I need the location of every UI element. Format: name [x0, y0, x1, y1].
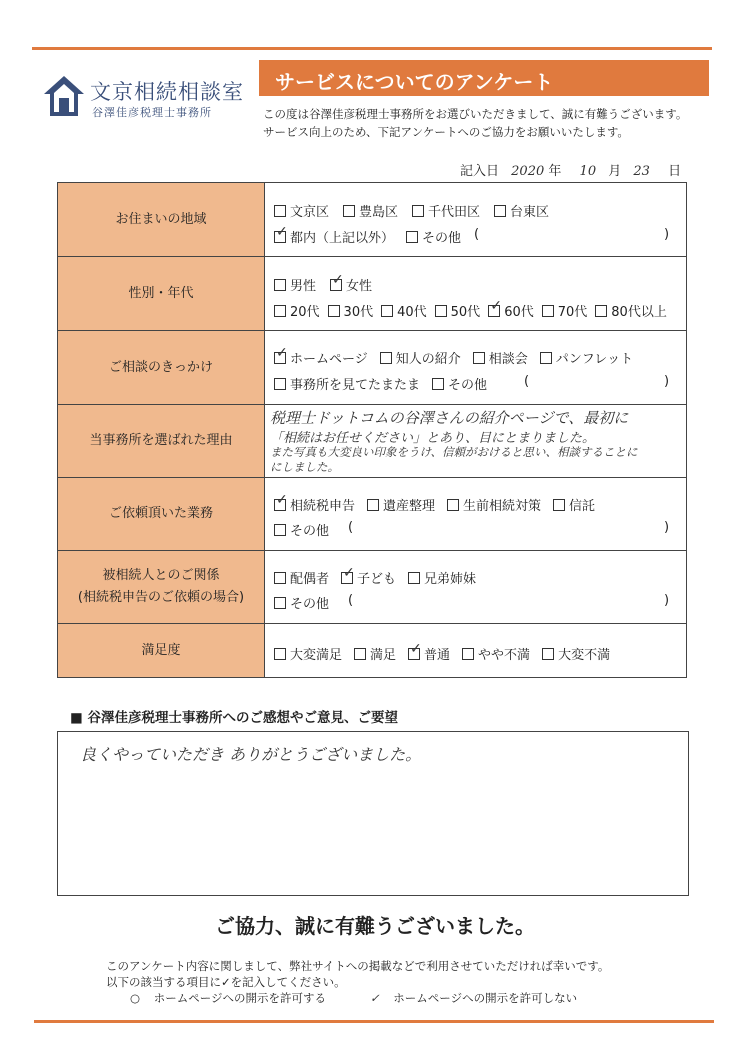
trigger-paren-open: ( [524, 374, 530, 389]
checkbox-label: 知人の紹介 [395, 352, 461, 367]
relation-options-1 [274, 568, 488, 587]
checkbox-option[interactable] [432, 378, 487, 393]
checkbox-icon[interactable] [435, 305, 447, 317]
checkbox-option[interactable] [488, 305, 534, 320]
top-divider [32, 47, 712, 50]
thanks-message: ご協力、誠に有難うございました。 [215, 914, 535, 938]
checkbox-option[interactable] [274, 499, 355, 514]
consent-allow-mark: ○ [130, 991, 141, 1005]
checkbox-label: 男性 [290, 279, 317, 294]
trigger-label: ご相談のきっかけ [58, 331, 265, 404]
row-satisfaction [58, 623, 686, 677]
checkbox-option[interactable] [274, 597, 329, 612]
checkbox-option[interactable] [274, 352, 368, 367]
checkbox-icon[interactable] [542, 305, 554, 317]
date-day-unit: 日 [668, 164, 682, 179]
trigger-options-2 [274, 374, 499, 393]
checkbox-option[interactable] [408, 648, 450, 663]
date-year: 2020 [511, 164, 545, 179]
checkbox-icon[interactable] [274, 205, 286, 217]
checkbox-icon[interactable] [274, 572, 286, 584]
checkbox-option[interactable] [274, 524, 329, 539]
checkbox-icon[interactable] [473, 352, 485, 364]
satisfaction-options [274, 644, 622, 663]
checkbox-label: 30代 [343, 305, 374, 320]
checkbox-icon[interactable] [328, 305, 340, 317]
row-area [58, 183, 686, 256]
reason-line-3: また写真も大変良い印象をうけ、信頼がおけると思い、相談することに [270, 445, 638, 459]
checkbox-option[interactable] [274, 648, 342, 663]
checkbox-option[interactable] [540, 352, 633, 367]
checkbox-icon[interactable] [408, 572, 420, 584]
checkbox-option[interactable] [274, 305, 320, 320]
checkbox-option[interactable] [341, 572, 396, 587]
reason-label: 当事務所を選ばれた理由 [58, 405, 265, 477]
checkbox-icon[interactable] [553, 499, 565, 511]
checkbox-label: 豊島区 [359, 205, 399, 220]
checkbox-label: その他 [422, 231, 462, 246]
checkbox-icon[interactable] [412, 205, 424, 217]
relation-label-line-1: 被相続人とのご関係 [102, 568, 220, 583]
checkbox-label: 普通 [424, 648, 451, 663]
checkbox-option[interactable] [274, 572, 329, 587]
checkbox-label: その他 [448, 378, 488, 393]
checkbox-icon[interactable] [343, 205, 355, 217]
brand-name: 文京相続相談室 [90, 80, 244, 104]
checkbox-option[interactable] [595, 305, 667, 320]
service-paren-close: ) [664, 520, 670, 535]
checkbox-label: 大変満足 [290, 648, 343, 663]
intro-text [263, 105, 687, 141]
consent-deny-mark: ✓ [370, 991, 380, 1005]
checkbox-label: 満足 [370, 648, 397, 663]
checkbox-checked-icon[interactable] [408, 648, 420, 660]
date-month: 10 [579, 164, 597, 179]
checkbox-label: やや不満 [478, 648, 531, 663]
house-logo-icon [42, 74, 86, 118]
footer-line-1: このアンケート内容に関しまして、弊社サイトへの掲載などで利用させていただければ幸いです。 [106, 959, 610, 973]
relation-label [58, 551, 265, 623]
checkbox-icon[interactable] [274, 524, 286, 536]
comments-heading: ■ 谷澤佳彦税理士事務所へのご感想やご意見、ご要望 [70, 710, 398, 726]
checkbox-label: 遺産整理 [383, 499, 436, 514]
checkbox-label: 大変不満 [558, 648, 611, 663]
checkbox-icon[interactable] [595, 305, 607, 317]
checkbox-label: 千代田区 [428, 205, 481, 220]
service-label: ご依頼頂いた業務 [58, 478, 265, 550]
checkbox-option[interactable] [542, 305, 588, 320]
checkbox-label: その他 [290, 597, 330, 612]
comments-text: 良くやっていただき ありがとうございました。 [80, 745, 422, 764]
checkbox-checked-icon[interactable] [330, 279, 342, 291]
footer-text [106, 958, 609, 990]
footer-line-2: 以下の該当する項目に✓を記入してください。 [106, 975, 346, 989]
checkbox-icon[interactable] [274, 597, 286, 609]
trigger-paren-close: ) [664, 374, 670, 389]
row-trigger [58, 330, 686, 404]
reason-line-4: にしました。 [270, 460, 339, 474]
row-gender-age [58, 256, 686, 330]
checkbox-option[interactable] [274, 378, 420, 393]
age-options [274, 301, 675, 320]
checkbox-icon[interactable] [462, 648, 474, 660]
checkbox-option[interactable] [367, 499, 435, 514]
checkbox-label: 50代 [450, 305, 481, 320]
area-options-2 [274, 227, 473, 246]
date-year-unit: 年 [548, 164, 562, 179]
intro-line-2: サービス向上のため、下記アンケートへのご協力をお願いいたします。 [263, 125, 629, 139]
checkbox-label: 相談会 [488, 352, 528, 367]
trigger-options-1 [274, 348, 645, 367]
checkbox-icon[interactable] [542, 648, 554, 660]
checkbox-icon[interactable] [432, 378, 444, 390]
checkbox-option[interactable] [406, 231, 461, 246]
checkbox-option[interactable] [447, 499, 541, 514]
service-options-2 [274, 520, 343, 539]
checkbox-option[interactable] [343, 205, 398, 220]
checkbox-option[interactable] [462, 648, 530, 663]
reason-line-2: 「相続はお任せください」とあり、目にとまりました。 [270, 431, 596, 446]
bottom-divider [34, 1020, 714, 1023]
reason-line-1: 税理士ドットコムの谷澤さんの紹介ページで、最初に [270, 409, 629, 427]
intro-line-1: この度は谷澤佳彦税理士事務所をお選びいただきまして、誠に有難うございます。 [263, 107, 688, 121]
checkbox-label: 信託 [569, 499, 596, 514]
checkbox-label: その他 [290, 524, 330, 539]
checkbox-icon[interactable] [274, 378, 286, 390]
area-options-1 [274, 201, 563, 220]
gender-age-label: 性別・年代 [58, 257, 265, 330]
comments-box[interactable] [57, 731, 689, 896]
date-month-unit: 月 [608, 164, 622, 179]
row-relation [58, 550, 686, 623]
checkbox-option[interactable] [542, 648, 610, 663]
checkbox-option[interactable] [408, 572, 476, 587]
date-day: 23 [633, 164, 650, 179]
checkbox-label: 70代 [557, 305, 588, 320]
page-title: サービスについてのアンケート [275, 70, 554, 94]
checkbox-icon[interactable] [447, 499, 459, 511]
consent-allow[interactable] [130, 990, 326, 1006]
service-options-1 [274, 495, 607, 514]
checkbox-label: 80代以上 [611, 305, 667, 320]
checkbox-icon[interactable] [494, 205, 506, 217]
checkbox-label: 20代 [290, 305, 320, 320]
checkbox-option[interactable] [330, 279, 372, 294]
relation-label-line-2: (相続税申告のご依頼の場合) [77, 590, 245, 605]
brand-subtitle: 谷澤佳彦税理士事務所 [92, 106, 212, 119]
checkbox-label: 兄弟姉妹 [424, 572, 477, 587]
checkbox-checked-icon[interactable] [274, 352, 286, 364]
checkbox-option[interactable] [381, 305, 427, 320]
checkbox-label: 配偶者 [290, 572, 330, 587]
area-paren-close: ) [664, 227, 670, 242]
checkbox-label: 40代 [397, 305, 427, 320]
date-row [460, 160, 681, 179]
checkbox-icon[interactable] [540, 352, 552, 364]
gender-options [274, 275, 386, 294]
checkbox-label: 女性 [346, 279, 373, 294]
checkbox-option[interactable] [274, 205, 329, 220]
checkbox-option[interactable] [494, 205, 549, 220]
checkbox-icon[interactable] [274, 305, 286, 317]
relation-paren-open: ( [348, 593, 354, 608]
area-paren-open: ( [474, 227, 480, 242]
checkbox-label: 相続税申告 [290, 499, 356, 514]
checkbox-icon[interactable] [274, 648, 286, 660]
survey-form [57, 182, 687, 678]
checkbox-icon[interactable] [274, 279, 286, 291]
area-label: お住まいの地域 [58, 183, 265, 256]
service-paren-open: ( [348, 520, 354, 535]
row-service [58, 477, 686, 550]
checkbox-label: 台東区 [510, 205, 550, 220]
consent-deny[interactable] [370, 990, 577, 1006]
checkbox-option[interactable] [274, 279, 316, 294]
checkbox-option[interactable] [328, 305, 374, 320]
consent-deny-text: ホームページへの開示を許可しない [393, 991, 578, 1005]
row-reason [58, 404, 686, 477]
checkbox-label: パンフレット [555, 352, 634, 367]
date-label: 記入日 [460, 164, 500, 179]
checkbox-option[interactable] [435, 305, 481, 320]
checkbox-option[interactable] [412, 205, 480, 220]
checkbox-checked-icon[interactable] [274, 231, 286, 243]
checkbox-checked-icon[interactable] [488, 305, 500, 317]
brand-logo [42, 74, 252, 124]
checkbox-label: 事務所を見てたまたま [290, 378, 421, 393]
checkbox-icon[interactable] [381, 305, 393, 317]
checkbox-option[interactable] [380, 352, 461, 367]
relation-paren-close: ) [664, 593, 670, 608]
checkbox-icon[interactable] [406, 231, 418, 243]
relation-options-2 [274, 593, 343, 612]
title-bar [259, 60, 709, 96]
checkbox-option[interactable] [354, 648, 396, 663]
checkbox-label: ホームページ [290, 352, 368, 367]
checkbox-label: 子ども [357, 572, 397, 587]
checkbox-label: 文京区 [290, 205, 330, 220]
checkbox-option[interactable] [473, 352, 528, 367]
consent-allow-text: ホームページへの開示を許可する [153, 991, 326, 1005]
checkbox-checked-icon[interactable] [274, 499, 286, 511]
checkbox-checked-icon[interactable] [341, 572, 353, 584]
checkbox-icon[interactable] [354, 648, 366, 660]
checkbox-label: 都内（上記以外） [290, 231, 395, 246]
satisfaction-label: 満足度 [58, 624, 265, 677]
checkbox-option[interactable] [274, 231, 394, 246]
checkbox-label: 生前相続対策 [463, 499, 542, 514]
checkbox-label: 60代 [504, 305, 534, 320]
checkbox-option[interactable] [553, 499, 595, 514]
checkbox-icon[interactable] [367, 499, 379, 511]
checkbox-icon[interactable] [380, 352, 392, 364]
